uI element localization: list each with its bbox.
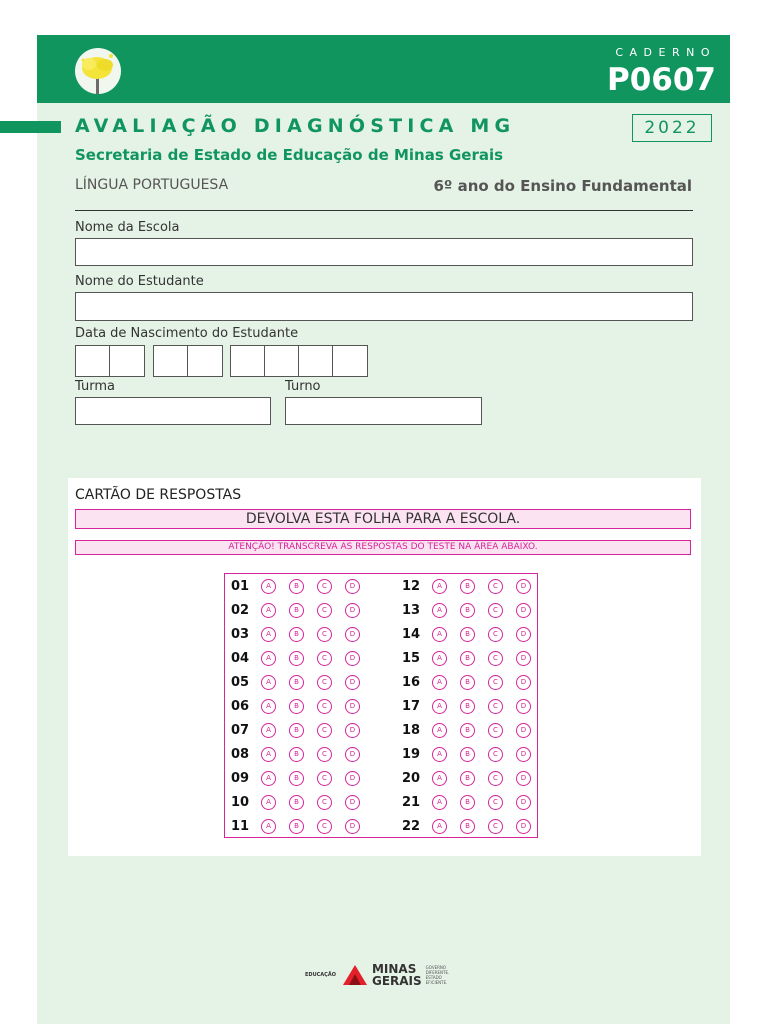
answer-grid (224, 573, 538, 838)
question-number: 20 (402, 770, 421, 786)
answer-bubble-b[interactable]: B (289, 795, 304, 810)
student-name-label: Nome do Estudante (75, 274, 204, 289)
question-row (402, 694, 544, 718)
question-row (231, 598, 373, 622)
answer-bubble-d[interactable]: D (516, 819, 531, 834)
answer-bubble-c[interactable]: C (317, 627, 332, 642)
birth-day-field[interactable] (75, 345, 145, 377)
exam-title: AVALIAÇÃO DIAGNÓSTICA MG (75, 115, 516, 137)
question-row (402, 622, 544, 646)
question-row (231, 646, 373, 670)
question-row (231, 790, 373, 814)
question-row (402, 646, 544, 670)
answer-bubble-c[interactable]: C (488, 675, 503, 690)
answer-bubble-b[interactable]: B (460, 651, 475, 666)
answer-bubble-d[interactable]: D (345, 675, 360, 690)
slogan-line: DIFERENTE. (425, 970, 450, 975)
answer-bubble-c[interactable]: C (317, 675, 332, 690)
answer-bubble-c[interactable]: C (488, 747, 503, 762)
answer-bubble-a[interactable]: A (432, 651, 447, 666)
transcribe-warning: ATENÇÃO! TRANSCREVA AS RESPOSTAS DO TESTE NA ÁREA ABAIXO. (75, 540, 691, 555)
date-digit-cell[interactable] (188, 346, 222, 376)
question-number: 13 (402, 602, 421, 618)
answer-bubble-a[interactable]: A (261, 723, 276, 738)
question-row (402, 718, 544, 742)
state-name-line: MINAS (371, 962, 417, 976)
date-digit-cell[interactable] (110, 346, 144, 376)
question-row (231, 670, 373, 694)
answer-bubble-d[interactable]: D (516, 771, 531, 786)
answer-bubble-a[interactable]: A (432, 579, 447, 594)
question-number: 19 (402, 746, 421, 762)
question-number: 10 (231, 794, 250, 810)
answer-bubble-d[interactable]: D (345, 747, 360, 762)
question-number: 08 (231, 746, 250, 762)
header-divider (75, 210, 693, 211)
answer-bubble-b[interactable]: B (289, 603, 304, 618)
answer-bubble-a[interactable]: A (432, 771, 447, 786)
answer-bubble-b[interactable]: B (460, 603, 475, 618)
answer-bubble-d[interactable]: D (345, 627, 360, 642)
answer-bubble-c[interactable]: C (317, 651, 332, 666)
answer-bubble-a[interactable]: A (261, 651, 276, 666)
tree-logo-icon (75, 48, 121, 94)
answer-bubble-c[interactable]: C (317, 747, 332, 762)
question-row (231, 742, 373, 766)
answer-bubble-b[interactable]: B (289, 819, 304, 834)
question-number: 07 (231, 722, 250, 738)
slogan-line: GOVERNO (425, 965, 447, 970)
question-row (231, 718, 373, 742)
answer-bubble-c[interactable]: C (317, 603, 332, 618)
question-row (402, 814, 544, 838)
question-number: 01 (231, 578, 250, 594)
answer-bubble-b[interactable]: B (460, 579, 475, 594)
question-number: 11 (231, 818, 250, 834)
birth-month-field[interactable] (153, 345, 223, 377)
answer-bubble-a[interactable]: A (432, 795, 447, 810)
caderno-label: CADERNO (615, 46, 716, 59)
shift-label: Turno (285, 379, 321, 394)
subject-label: LÍNGUA PORTUGUESA (75, 177, 229, 193)
answer-bubble-b[interactable]: B (460, 627, 475, 642)
answer-bubble-d[interactable]: D (345, 819, 360, 834)
birth-year-field[interactable] (230, 345, 368, 377)
question-row (402, 742, 544, 766)
answer-bubble-c[interactable]: C (488, 579, 503, 594)
booklet-code: P0607 (607, 62, 716, 98)
answer-bubble-c[interactable]: C (317, 723, 332, 738)
answer-bubble-c[interactable]: C (317, 819, 332, 834)
grade-label: 6º ano do Ensino Fundamental (433, 177, 692, 195)
answer-bubble-d[interactable]: D (516, 747, 531, 762)
answer-bubble-b[interactable]: B (289, 723, 304, 738)
class-label: Turma (75, 379, 115, 394)
school-name-label: Nome da Escola (75, 220, 180, 235)
answer-bubble-c[interactable]: C (488, 627, 503, 642)
answer-bubble-a[interactable]: A (261, 603, 276, 618)
footer-logo (305, 961, 449, 989)
date-digit-cell[interactable] (231, 346, 265, 376)
question-row (402, 766, 544, 790)
question-row (402, 790, 544, 814)
birth-date-label: Data de Nascimento do Estudante (75, 326, 299, 341)
side-accent-bar (0, 121, 61, 133)
answer-bubble-a[interactable]: A (432, 627, 447, 642)
answer-bubble-d[interactable]: D (345, 699, 360, 714)
answer-bubble-d[interactable]: D (345, 771, 360, 786)
date-digit-cell[interactable] (333, 346, 367, 376)
student-name-field[interactable] (75, 292, 693, 321)
secretariat-subtitle: Secretaria de Estado de Educação de Minas Gerais (75, 146, 504, 164)
answer-bubble-b[interactable]: B (460, 747, 475, 762)
date-digit-cell[interactable] (265, 346, 299, 376)
answer-bubble-b[interactable]: B (460, 771, 475, 786)
answer-bubble-b[interactable]: B (289, 579, 304, 594)
question-number: 15 (402, 650, 421, 666)
class-field[interactable] (75, 397, 271, 425)
question-row (402, 670, 544, 694)
question-row (231, 574, 373, 598)
question-number: 05 (231, 674, 250, 690)
question-row (231, 694, 373, 718)
question-number: 04 (231, 650, 250, 666)
question-row (231, 622, 373, 646)
answer-bubble-b[interactable]: B (289, 771, 304, 786)
state-name-line: GERAIS (371, 974, 422, 988)
answer-bubble-d[interactable]: D (345, 795, 360, 810)
answer-bubble-a[interactable]: A (432, 603, 447, 618)
answer-bubble-a[interactable]: A (261, 819, 276, 834)
answer-bubble-d[interactable]: D (345, 579, 360, 594)
answer-bubble-c[interactable]: C (317, 795, 332, 810)
question-number: 06 (231, 698, 250, 714)
answer-bubble-a[interactable]: A (261, 771, 276, 786)
question-row (402, 574, 544, 598)
answer-bubble-c[interactable]: C (488, 699, 503, 714)
answer-bubble-a[interactable]: A (432, 723, 447, 738)
question-number: 14 (402, 626, 421, 642)
answer-bubble-b[interactable]: B (460, 699, 475, 714)
answer-bubble-b[interactable]: B (289, 675, 304, 690)
answer-bubble-b[interactable]: B (460, 819, 475, 834)
answer-bubble-d[interactable]: D (516, 651, 531, 666)
answer-bubble-c[interactable]: C (488, 651, 503, 666)
answer-bubble-d[interactable]: D (516, 699, 531, 714)
shift-field[interactable] (285, 397, 482, 425)
question-number: 09 (231, 770, 250, 786)
answer-bubble-d[interactable]: D (516, 627, 531, 642)
answer-bubble-c[interactable]: C (317, 771, 332, 786)
question-number: 18 (402, 722, 421, 738)
answer-bubble-a[interactable]: A (432, 747, 447, 762)
answer-bubble-d[interactable]: D (345, 651, 360, 666)
answer-bubble-a[interactable]: A (261, 627, 276, 642)
answer-bubble-a[interactable]: A (261, 579, 276, 594)
slogan-line: ESTADO (425, 975, 442, 980)
answer-bubble-c[interactable]: C (317, 699, 332, 714)
answer-bubble-d[interactable]: D (516, 723, 531, 738)
date-digit-cell[interactable] (299, 346, 333, 376)
slogan-line: EFICIENTE. (425, 980, 448, 985)
question-row (402, 598, 544, 622)
question-number: 21 (402, 794, 421, 810)
answer-bubble-b[interactable]: B (460, 723, 475, 738)
question-number: 12 (402, 578, 421, 594)
exam-year: 2022 (632, 114, 712, 142)
answer-bubble-c[interactable]: C (488, 603, 503, 618)
date-digit-cell[interactable] (154, 346, 188, 376)
answer-bubble-a[interactable]: A (261, 699, 276, 714)
answer-bubble-b[interactable]: B (289, 747, 304, 762)
school-name-field[interactable] (75, 238, 693, 266)
answer-bubble-d[interactable]: D (516, 603, 531, 618)
date-digit-cell[interactable] (76, 346, 110, 376)
question-row (231, 814, 373, 838)
return-notice: DEVOLVA ESTA FOLHA PARA A ESCOLA. (75, 509, 691, 529)
answer-bubble-b[interactable]: B (289, 651, 304, 666)
minas-gerais-triangle-icon (342, 963, 368, 987)
answer-bubble-a[interactable]: A (261, 675, 276, 690)
answer-bubble-b[interactable]: B (460, 795, 475, 810)
answer-bubble-c[interactable]: C (488, 771, 503, 786)
answer-bubble-a[interactable]: A (261, 747, 276, 762)
answer-bubble-c[interactable]: C (488, 795, 503, 810)
answer-card-title: CARTÃO DE RESPOSTAS (75, 487, 242, 503)
education-label: EDUCAÇÃO (305, 972, 336, 978)
question-number: 22 (402, 818, 421, 834)
answer-bubble-a[interactable]: A (261, 795, 276, 810)
answer-bubble-c[interactable]: C (317, 579, 332, 594)
answer-bubble-a[interactable]: A (432, 699, 447, 714)
answer-bubble-d[interactable]: D (516, 579, 531, 594)
state-name (372, 963, 422, 987)
answer-bubble-d[interactable]: D (345, 723, 360, 738)
government-slogan (426, 965, 450, 985)
question-number: 16 (402, 674, 421, 690)
answer-bubble-a[interactable]: A (432, 819, 447, 834)
answer-bubble-c[interactable]: C (488, 723, 503, 738)
answer-bubble-d[interactable]: D (516, 795, 531, 810)
question-row (231, 766, 373, 790)
answer-bubble-d[interactable]: D (516, 675, 531, 690)
answer-bubble-b[interactable]: B (460, 675, 475, 690)
question-number: 02 (231, 602, 250, 618)
question-number: 03 (231, 626, 250, 642)
answer-bubble-d[interactable]: D (345, 603, 360, 618)
answer-bubble-a[interactable]: A (432, 675, 447, 690)
answer-bubble-b[interactable]: B (289, 699, 304, 714)
answer-bubble-c[interactable]: C (488, 819, 503, 834)
answer-bubble-b[interactable]: B (289, 627, 304, 642)
question-number: 17 (402, 698, 421, 714)
